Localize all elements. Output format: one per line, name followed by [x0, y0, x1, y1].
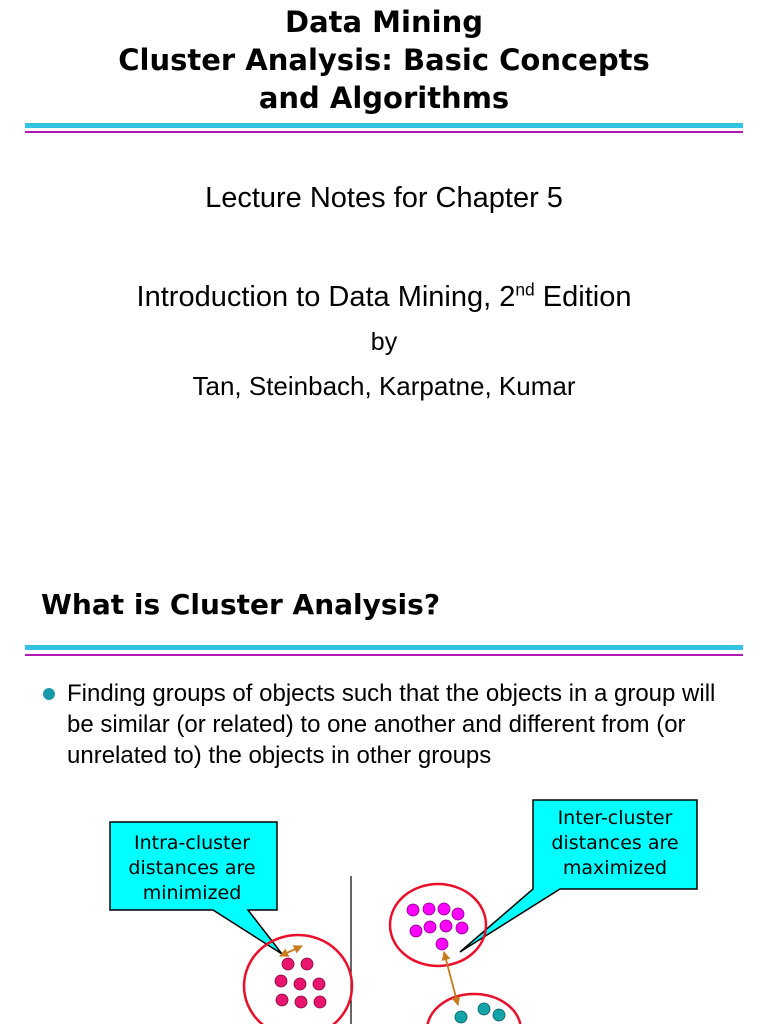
book-title-text: Introduction to Data Mining, 2	[136, 281, 516, 313]
inter-distance-arrow	[444, 952, 458, 1005]
cluster-diagram	[0, 560, 768, 1024]
left-cluster-points	[275, 958, 326, 1008]
inter-callout-line-2: distances are	[551, 832, 679, 854]
cluster-point	[313, 978, 325, 990]
cluster-point	[438, 903, 450, 915]
cluster-point	[295, 996, 307, 1008]
slide-title-line-3: and Algorithms	[258, 81, 510, 115]
lecture-notes-line: Lecture Notes for Chapter 5	[205, 182, 563, 214]
cluster-analysis-slide	[0, 560, 768, 1024]
intra-distance-arrow	[280, 946, 302, 956]
cluster-point	[493, 1009, 505, 1021]
book-edition-text: Edition	[534, 281, 632, 313]
slide-title: What is Cluster Analysis?	[41, 588, 441, 621]
cluster-point	[424, 921, 436, 933]
cluster-point	[440, 920, 452, 932]
cluster-point	[294, 978, 306, 990]
bullet-text: Finding groups of objects such that the objects in a group will be similar (or related) to one another and different from (or unrelated to) the objects in other groups	[67, 680, 716, 769]
bottom-cluster-points	[455, 1003, 505, 1023]
cluster-point	[410, 925, 422, 937]
bottom-cluster-boundary	[427, 994, 521, 1024]
top-cluster-boundary	[390, 884, 486, 966]
inter-callout-line-3: maximized	[562, 857, 668, 879]
cluster-point	[478, 1003, 490, 1015]
intra-callout-line-1: Intra-cluster	[133, 832, 251, 854]
slide-title-line-2: Cluster Analysis: Basic Concepts	[118, 43, 650, 77]
title-rule-cyan	[25, 123, 743, 128]
slide-title-line-1: Data Mining	[285, 5, 483, 39]
cluster-point	[282, 958, 294, 970]
cluster-point	[275, 975, 287, 987]
intra-callout-line-3: minimized	[142, 882, 242, 904]
authors-line: Tan, Steinbach, Karpatne, Kumar	[192, 371, 576, 401]
cluster-point	[456, 922, 468, 934]
cluster-point	[436, 938, 448, 950]
cluster-point	[423, 903, 435, 915]
book-title-line	[0, 281, 768, 314]
inter-callout-line-1: Inter-cluster	[557, 807, 673, 829]
cluster-point	[452, 908, 464, 920]
cluster-point	[276, 994, 288, 1006]
by-line: by	[370, 328, 398, 356]
cluster-point	[455, 1011, 467, 1023]
cluster-point	[314, 996, 326, 1008]
cluster-point	[407, 904, 419, 916]
top-cluster-points	[407, 903, 468, 950]
cluster-point	[301, 958, 313, 970]
intra-callout-line-2: distances are	[128, 857, 256, 879]
title-rule-magenta	[25, 131, 743, 133]
book-edition-sup: nd	[515, 279, 535, 300]
